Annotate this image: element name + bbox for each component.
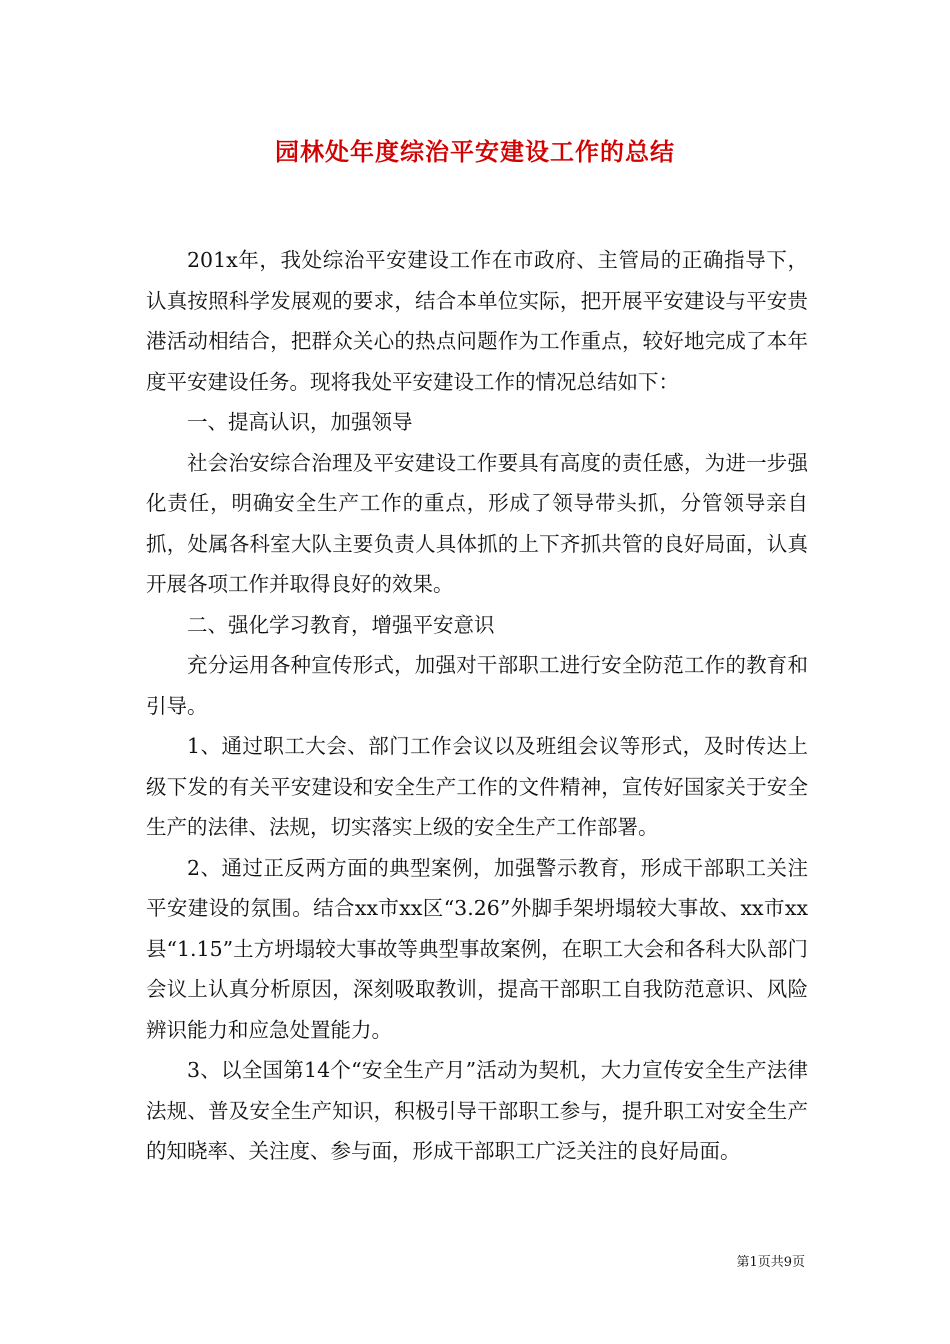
- document-body: [146, 240, 808, 1172]
- section-heading-1: 一、提高认识，加强领导: [187, 410, 413, 434]
- paragraph-section-1: 社会治安综合治理及平安建设工作要具有高度的责任感，为进一步强化责任，明确安全生产工作的重点，形成了领导带头抓，分管领导亲自抓，处属各科室大队主要负责人具体抓的上下齐抓共管的良好局面，认真开展各项工作并取得良好的效果。: [146, 450, 808, 596]
- page-number: 第1页共9页: [736, 1255, 805, 1270]
- paragraph-item-2: 2、通过正反两方面的典型案例，加强警示教育，形成干部职工关注平安建设的氛围。结合xx市xx区“3.26”外脚手架坍塌较大事故、xx市xx县“1.15”土方坍塌较大事故等典型事故案例，在职工大会和各科大队部门会议上认真分析原因，深刻吸取教训，提高干部职工自我防范意识、风险辨识能力和应急处置能力。: [146, 855, 808, 1042]
- paragraph-item-3: 3、以全国第14个“安全生产月”活动为契机，大力宣传安全生产法律法规、普及安全生产知识，积极引导干部职工参与，提升职工对安全生产的知晓率、关注度、参与面，形成干部职工广泛关注的良好局面。: [146, 1058, 808, 1163]
- document-title: 园林处年度综治平安建设工作的总结: [275, 137, 675, 166]
- paragraph-section-2: 充分运用各种宣传形式，加强对干部职工进行安全防范工作的教育和引导。: [146, 653, 808, 718]
- paragraph-intro: 201x年，我处综治平安建设工作在市政府、主管局的正确指导下，认真按照科学发展观的要求，结合本单位实际，把开展平安建设与平安贵港活动相结合，把群众关心的热点问题作为工作重点，较好地完成了本年度平安建设任务。现将我处平安建设工作的情况总结如下：: [146, 248, 808, 394]
- section-heading-2: 二、强化学习教育，增强平安意识: [187, 612, 495, 637]
- paragraph-item-1: 1、通过职工大会、部门工作会议以及班组会议等形式，及时传达上级下发的有关平安建设和安全生产工作的文件精神，宣传好国家关于安全生产的法律、法规，切实落实上级的安全生产工作部署。: [146, 734, 808, 839]
